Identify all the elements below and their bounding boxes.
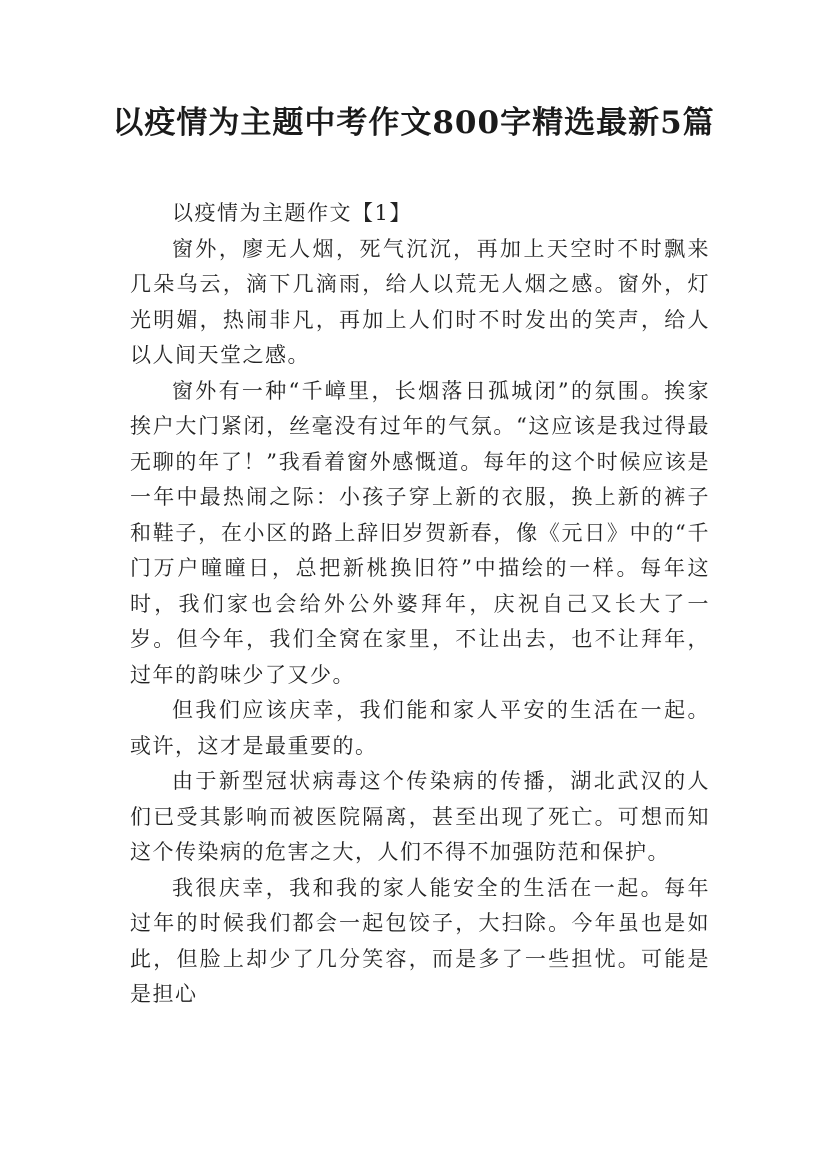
paragraph-5: 我很庆幸，我和我的家人能安全的生活在一起。每年过年的时候我们都会一起包饺子，大扫除。今年虽也是如此，但脸上却少了几分笑容，而是多了一些担忧。可能是是担心 (130, 875, 710, 1006)
section-heading: 以疫情为主题作文【1】 (172, 201, 412, 225)
document-title: 以疫情为主题中考作文800字精选最新5篇 (112, 105, 715, 141)
paragraph-1: 窗外，廖无人烟，死气沉沉，再加上天空时不时飘来几朵乌云，滴下几滴雨，给人以荒无人烟之感。窗外，灯光明媚，热闹非凡，再加上人们时不时发出的笑声，给人以人间天堂之感。 (130, 236, 710, 367)
paragraph-2: 窗外有一种“千嶂里，长烟落日孤城闭”的氛围。挨家挨户大门紧闭，丝毫没有过年的气氛。“这应该是我过得最无聊的年了！”我看着窗外感慨道。每年的这个时候应该是一年中最热闹之际：小孩子穿上新的衣服，换上新的裤子和鞋子，在小区的路上辞旧岁贺新春，像《元日》中的“千门万户曈曈日，总把新桃换旧符”中描绘的一样。每年这时，我们家也会给外公外婆拜年，庆祝自己又长大了一岁。但今年，我们全窝在家里，不让出去，也不让拜年，过年的韵味少了又少。 (130, 378, 710, 687)
paragraph-3: 但我们应该庆幸，我们能和家人平安的生活在一起。或许，这才是最重要的。 (130, 698, 710, 758)
paragraph-4: 由于新型冠状病毒这个传染病的传播，湖北武汉的人们已受其影响而被医院隔离，甚至出现了死亡。可想而知这个传染病的危害之大，人们不得不加强防范和保护。 (130, 769, 710, 864)
document-body (130, 196, 710, 1013)
